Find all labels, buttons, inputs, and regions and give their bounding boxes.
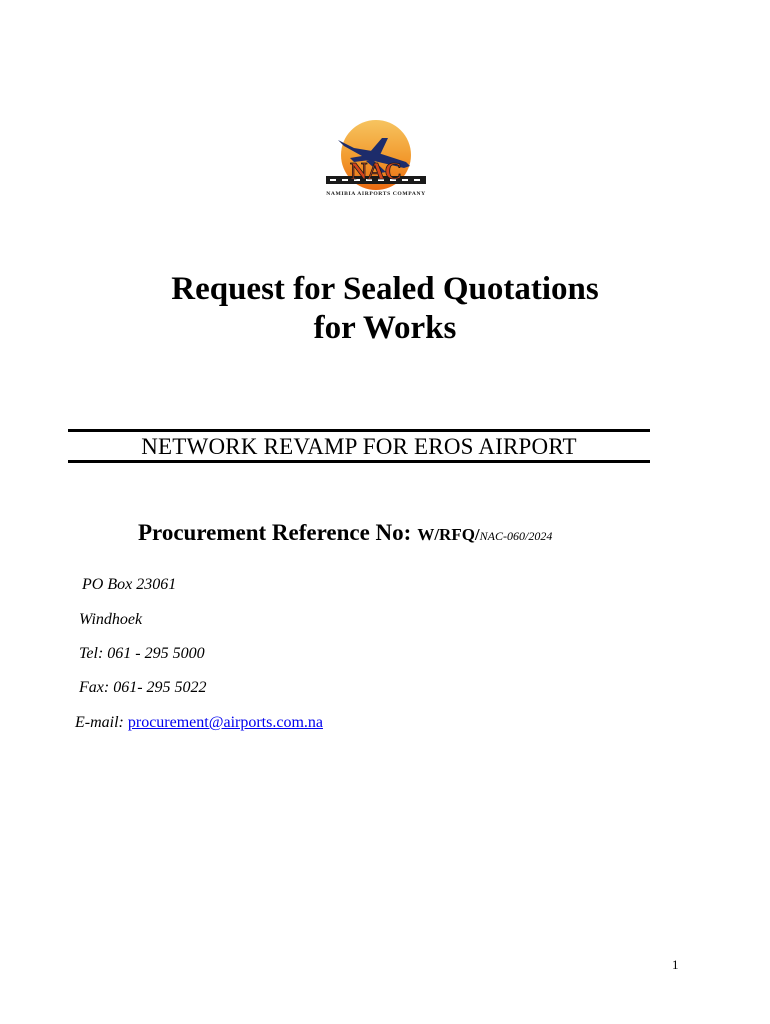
document-title-line-2: for Works [313, 310, 457, 346]
procurement-reference-number: NAC-060/2024 [479, 529, 553, 543]
document-title-line-1: Request for Sealed Quotations [171, 271, 599, 307]
procurement-reference-prefix: W/RFQ/ [417, 525, 480, 544]
contact-fax: Fax: 061- 295 5022 [79, 679, 207, 696]
logo-letters: NAC [350, 159, 402, 185]
procurement-reference [138, 520, 552, 546]
contact-email-line [75, 713, 323, 733]
page-number: 1 [672, 957, 679, 972]
title-rule-top [68, 429, 650, 432]
logo-company-name: NAMIBIA AIRPORTS COMPANY [326, 191, 426, 197]
project-title: NETWORK REVAMP FOR EROS AIRPORT [141, 434, 577, 459]
contact-city: Windhoek [79, 611, 143, 628]
title-rule-bottom [68, 460, 650, 463]
email-link[interactable]: procurement@airports.com.na [127, 714, 323, 731]
contact-po-box: PO Box 23061 [82, 576, 177, 593]
contact-email-label: E-mail: [75, 714, 124, 731]
procurement-reference-label: Procurement Reference No: [138, 520, 412, 545]
nac-logo [320, 118, 432, 204]
contact-telephone: Tel: 061 - 295 5000 [79, 645, 205, 662]
